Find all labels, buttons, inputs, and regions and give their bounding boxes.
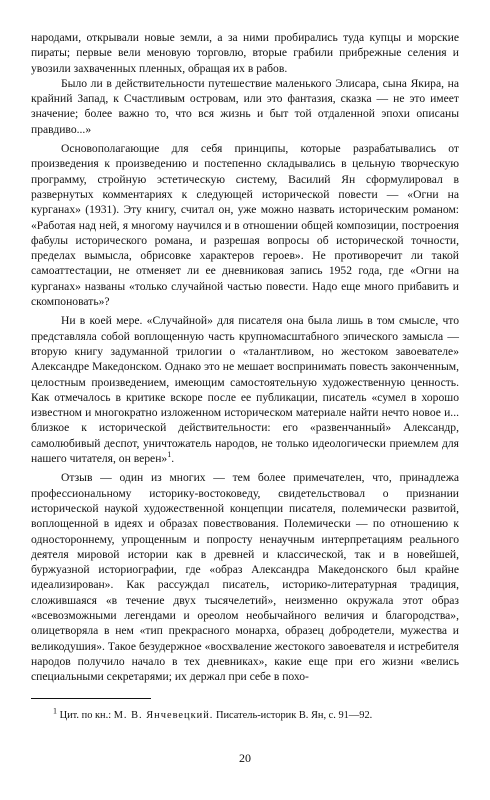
paragraph-3: Основополагающие для себя принципы, которые разрабатывались от произведения к произведению и постепенно складывались в цельную творческую программу, стройную эстетическую систему, Василий Ян сформулировал в развернутых комментариях к следующей исторической повести — «Огни на курганах» (1931). Эту книгу, считал он, уже можно назвать историческим романом: «Работая над ней, я многому научился и в отношении общей композиции, построения фабулы исторического романа, и разрешая вопросы об исторической точности, пределах вымысла, обрисовке характеров героев». Не противоречит ли такой самоаттестации, не отменяет ли ее дневниковая запись 1952 года, где «Огни на курганах» названы «только случайной частью повести. Надо еще много прибавить и скомпоновать»? [31, 142, 459, 309]
paragraph-4: Ни в коей мере. «Случайной» для писателя она была лишь в том смысле, что представляла собой воплощенную часть крупномасштабного эпического замысла — вторую книгу задуманной трилогии о «талантливом, но жестоком завоевателе» Александре Македонском. Однако это не мешает воспринимать повесть законченным, целостным произведением, имеющим самостоятельную художественную ценность. Как отмечалось в критике вскоре после ее публикации, писатель «сумел в хорошо известном и многократно изложенном историческом материале найти нечто новое и... близкое к исторической действительности: его «развенчанный» Александр, самолюбивый деспот, уничтожатель народов, не только идеологически приемлем для нашего читателя, он верен»$^1$. [31, 314, 459, 466]
page-body [31, 30, 459, 684]
footnote-pages: с. 91—92. [328, 710, 373, 721]
paragraph-4-text: Ни в коей мере. «Случайной» для писателя она была лишь в том смысле, что представляла собой воплощенную часть крупномасштабного эпического замысла — вторую книгу задуманной трилогии о «талантливом, но жестоком завоевателе» Александре Македонском. Однако это не мешает воспринимать повесть законченным, целостным произведением, имеющим самостоятельную художественную ценность. Как отмечалось в критике вскоре после ее публикации, писатель «сумел в хорошо известном и многократно изложенном историческом материале найти нечто новое и... близкое к исторической действительности: его «развенчанный» Александр, самолюбивый деспот, уничтожатель народов, не только идеологически приемлем для нашего читателя, он верен» [31, 314, 459, 466]
paragraph-1: народами, открывали новые земли, а за ними пробирались туда купцы и морские пираты; первые вели меновую торговлю, вторые грабили прибрежные селения и увозили захваченных пленных, обращая их в рабов. [31, 31, 459, 75]
footnote-divider [31, 698, 151, 699]
footnote-author: М. В. Янчевецкий. [113, 710, 214, 721]
footnote-reference[interactable]: 1 [167, 450, 172, 460]
footnote-prefix: Цит. по кн.: [59, 710, 112, 721]
footnote-mark: 1 [53, 706, 57, 716]
footnote-title: Писатель-историк В. Ян, [215, 710, 327, 721]
page-number: 20 [239, 751, 251, 765]
paragraph-2: Было ли в действительности путешествие маленького Элисара, сына Якира, на крайний Запад, к Счастливым островам, или это фантазия, сказка — не это имеет значение; более важно то, что вся жизнь и быт той отдаленной эпохи описаны правдиво...» [31, 76, 459, 136]
paragraph-5: Отзыв — один из многих — тем более примечателен, что, принадлежа профессиональному историку-востоковеду, свидетельствовал о признании исторической наукой художественной концепции писателя, полемически развитой, воплощенной в идеях и образах повествования. Полемически — по отношению к одностороннему, упрощенным и попросту ненаучным интерпретациям реального деятеля мировой истории как в древней и классической, так и в новейшей, буржуазной историографии, где «образ Александра Македонского был крайне идеализирован». Как рассуждал писатель, историко-литературная традиция, сложившаяся «в течение двух тысячелетий», неизменно окружала этот образ «всевозможными легендами и ореолом необычайного величия и благородства», олицетворяла в нем «тип прекрасного монарха, образец добродетели, мужества и великодушия». Такое безудержное «восхваление жестокого завоевателя и истребителя народов получило начало в тех дневниках», какие еще при его жизни «велись специальными секретарями; их держал при себе в похо- [31, 471, 459, 684]
footnote [31, 706, 459, 723]
